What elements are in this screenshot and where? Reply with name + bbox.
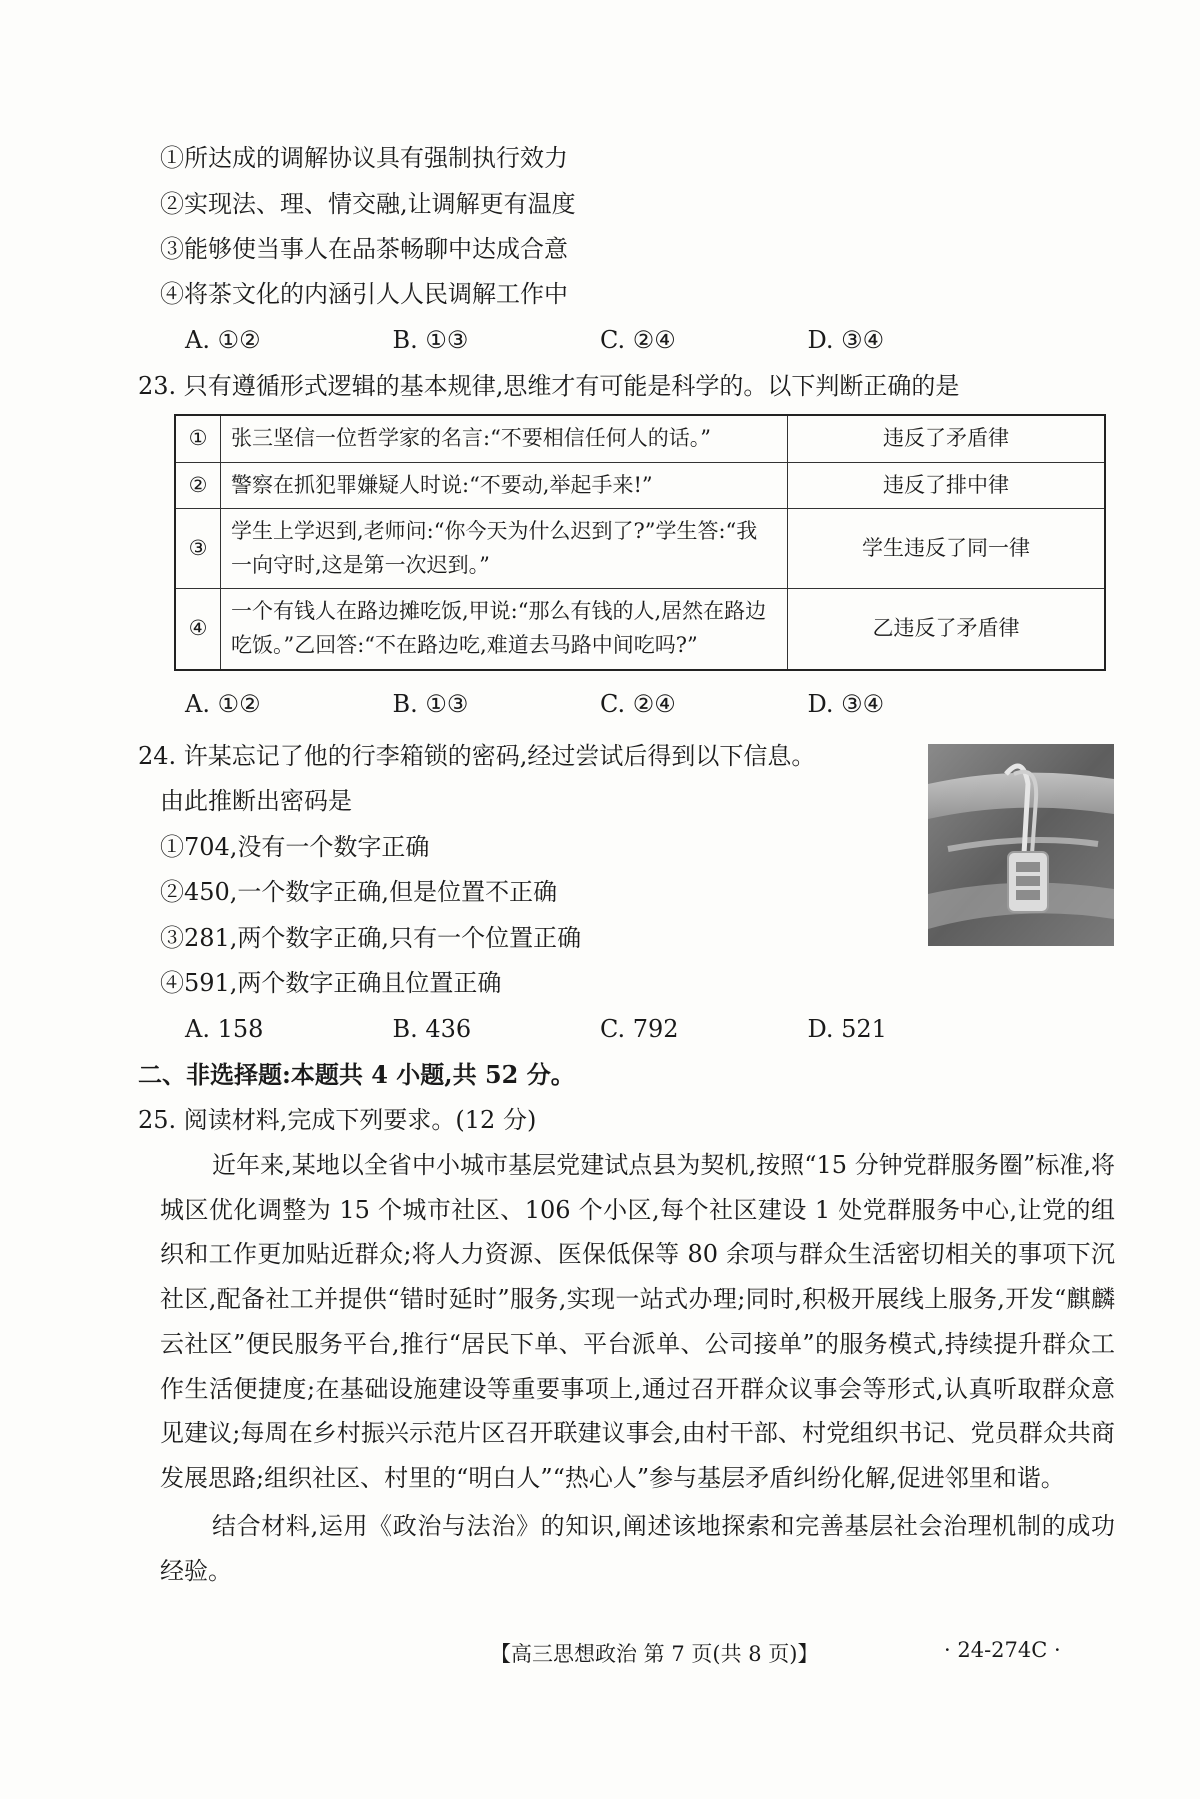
row-judgement: 乙违反了矛盾律: [788, 589, 1106, 670]
row-judgement: 学生违反了同一律: [788, 509, 1106, 589]
q22-option-a[interactable]: A. ①②: [185, 326, 261, 354]
q23-option-d[interactable]: D. ③④: [807, 690, 885, 718]
q25-stem: 25. 阅读材料,完成下列要求。(12 分): [138, 1106, 537, 1134]
q24-clue-2: ②450,一个数字正确,但是位置不正确: [160, 878, 558, 906]
q23-stem: 23. 只有遵循形式逻辑的基本规律,思维才有可能是科学的。以下判断正确的是: [138, 372, 960, 400]
row-statement: 学生上学迟到,老师问:“你今天为什么迟到了?”学生答:“我一向守时,这是第一次迟到。”: [221, 509, 788, 589]
row-statement: 警察在抓犯罪嫌疑人时说:“不要动,举起手来!”: [221, 462, 788, 509]
paper-code: · 24-274C ·: [944, 1638, 1061, 1662]
q24-option-d[interactable]: D. 521: [807, 1015, 887, 1043]
luggage-lock-image: [928, 744, 1114, 946]
q22-statement-2: ②实现法、理、情交融,让调解更有温度: [160, 190, 576, 218]
q24-stem: 24. 许某忘记了他的行李箱锁的密码,经过尝试后得到以下信息。: [138, 742, 816, 770]
table-row: [175, 509, 1105, 589]
q22-statement-4: ④将茶文化的内涵引人人民调解工作中: [160, 280, 568, 308]
q24-clue-1: ①704,没有一个数字正确: [160, 833, 430, 861]
q25-material: 近年来,某地以全省中小城市基层党建试点县为契机,按照“15 分钟党群服务圈”标准,将城区优化调整为 15 个城市社区、106 个小区,每个社区建设 1 处党群服务中心,让党的组织和工作更加贴近群众;将人力资源、医保低保等 80 余项与群众生活密切相关的事项下沉社区,配备社工并提供“错时延时”服务,实现一站式办理;同时,积极开展线上服务,开发“麒麟云社区”便民服务平台,推行“居民下单、平台派单、公司接单”的服务模式,持续提升群众工作生活便捷度;在基础设施建设等重要事项上,通过召开群众议事会等形式,认真听取群众意见建议;每周在乡村振兴示范片区召开联建议事会,由村干部、村党组织书记、党员群众共商发展思路;组织社区、村里的“明白人”“热心人”参与基层矛盾纠纷化解,促进邻里和谐。: [160, 1151, 1115, 1492]
section-heading: 二、非选择题:本题共 4 小题,共 52 分。: [138, 1060, 575, 1089]
q24-options: [185, 1015, 1015, 1043]
q24-clue-3: ③281,两个数字正确,只有一个位置正确: [160, 924, 582, 952]
table-row: [175, 415, 1105, 462]
row-number: ①: [175, 415, 221, 462]
q23-option-a[interactable]: A. ①②: [185, 690, 261, 718]
q24-clue-4: ④591,两个数字正确且位置正确: [160, 969, 502, 997]
q22-options: [185, 326, 1015, 354]
q23-options: [185, 690, 1015, 718]
q22-option-d[interactable]: D. ③④: [807, 326, 885, 354]
row-number: ②: [175, 462, 221, 509]
q22-statement-3: ③能够使当事人在品茶畅聊中达成合意: [160, 235, 568, 263]
q25-task: 结合材料,运用《政治与法治》的知识,阐述该地探索和完善基层社会治理机制的成功经验。: [160, 1512, 1115, 1585]
q24-option-a[interactable]: A. 158: [185, 1015, 264, 1043]
q23-option-b[interactable]: B. ①③: [392, 690, 469, 718]
q22-option-b[interactable]: B. ①③: [392, 326, 469, 354]
q24-lead: 由此推断出密码是: [160, 787, 352, 815]
row-judgement: 违反了排中律: [788, 462, 1106, 509]
q23-option-c[interactable]: C. ②④: [600, 690, 676, 718]
page-footer: 【高三思想政治 第 7 页(共 8 页)】: [490, 1642, 819, 1666]
row-number: ③: [175, 509, 221, 589]
q22-option-c[interactable]: C. ②④: [600, 326, 676, 354]
row-statement: 张三坚信一位哲学家的名言:“不要相信任何人的话。”: [221, 415, 788, 462]
row-number: ④: [175, 589, 221, 670]
luggage-lock-photo: [928, 744, 1114, 946]
table-row: [175, 589, 1105, 670]
q24-option-b[interactable]: B. 436: [392, 1015, 472, 1043]
row-statement: 一个有钱人在路边摊吃饭,甲说:“那么有钱的人,居然在路边吃饭。”乙回答:“不在路边吃,难道去马路中间吃吗?”: [221, 589, 788, 670]
q24-option-c[interactable]: C. 792: [600, 1015, 679, 1043]
table-row: [175, 462, 1105, 509]
q22-statement-1: ①所达成的调解协议具有强制执行效力: [160, 144, 568, 172]
q23-logic-table: [174, 414, 1106, 671]
row-judgement: 违反了矛盾律: [788, 415, 1106, 462]
